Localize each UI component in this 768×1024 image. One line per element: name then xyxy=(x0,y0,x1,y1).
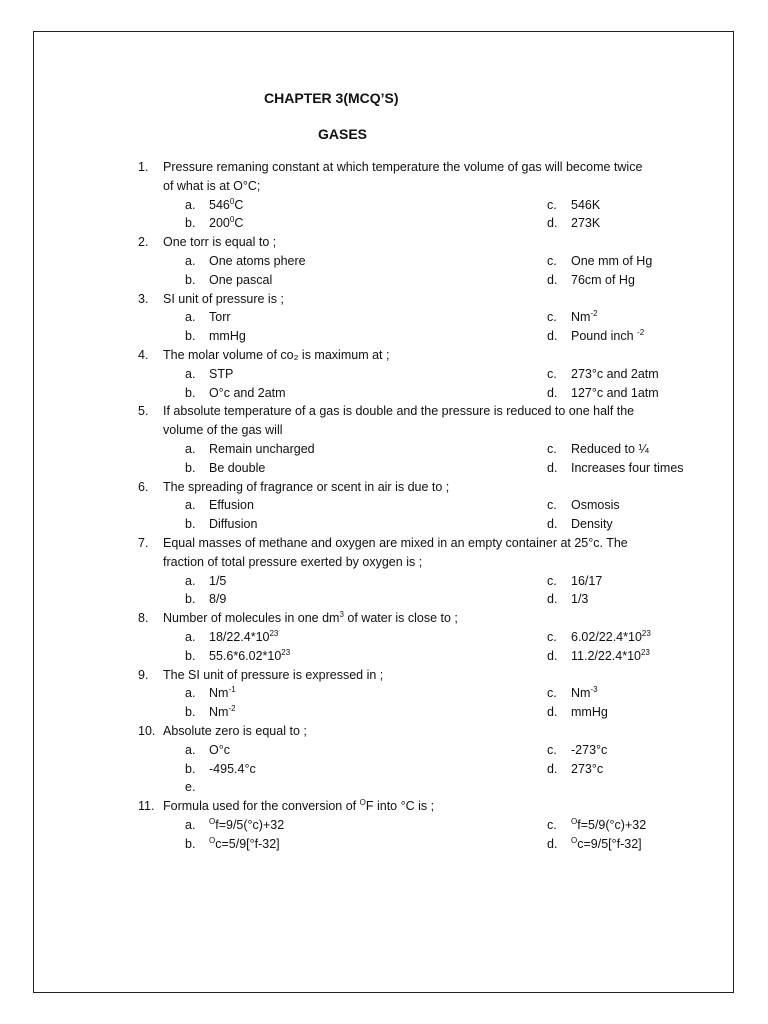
answer-option xyxy=(547,327,644,346)
question-text-continued: fraction of total pressure exerted by oxygen is ; xyxy=(163,554,423,569)
section-title: GASES xyxy=(318,126,368,142)
answer-option xyxy=(547,196,600,215)
question-line xyxy=(138,797,698,816)
option-letter: d. xyxy=(547,460,558,475)
option-text: $^O$f=5/9(°c)+32 xyxy=(571,816,647,832)
option-text: $55.6*6.02*10^{23}$ xyxy=(209,647,291,663)
question-number: 4. xyxy=(138,347,149,362)
question xyxy=(138,233,698,289)
option-letter: a. xyxy=(185,686,196,701)
question-number: 7. xyxy=(138,535,149,550)
question-line xyxy=(138,609,698,628)
answer-option xyxy=(138,684,547,703)
question xyxy=(138,666,698,722)
question-number: 6. xyxy=(138,479,149,494)
answer-option xyxy=(547,308,598,327)
option-text: Increases four times xyxy=(571,460,684,475)
superscript: 23 xyxy=(269,628,279,638)
option-text: 273°c and 2atm xyxy=(571,366,659,381)
answer-option xyxy=(547,214,600,233)
question-line xyxy=(138,233,698,252)
answer-option xyxy=(547,647,650,666)
option-text: $^O$c=9/5[°f-32] xyxy=(571,835,642,851)
options-row xyxy=(138,590,698,609)
answer-option xyxy=(138,252,547,271)
option-text: 1/5 xyxy=(209,573,227,588)
option-text: 1/3 xyxy=(571,592,589,607)
question-line xyxy=(138,666,698,685)
superscript: 0 xyxy=(229,215,235,225)
option-text: One pascal xyxy=(209,272,273,287)
options-row xyxy=(138,647,698,666)
options-row xyxy=(138,684,698,703)
question-text: Equal masses of methane and oxygen are mixed in an empty container at 25°c. The xyxy=(163,535,628,550)
options-row xyxy=(138,384,698,403)
answer-option xyxy=(138,590,547,609)
superscript: O xyxy=(209,835,216,845)
option-letter: d. xyxy=(547,836,558,851)
answer-option xyxy=(547,703,608,722)
option-letter: d. xyxy=(547,517,558,532)
answer-option xyxy=(138,365,547,384)
option-text: $Nm^{-2}$ xyxy=(209,704,236,720)
question-number: 11. xyxy=(138,799,155,814)
question-line xyxy=(138,478,698,497)
option-letter: c. xyxy=(547,686,557,701)
answer-option xyxy=(138,778,547,797)
option-text: $18/22.4*10^{23}$ xyxy=(209,628,279,644)
option-letter: d. xyxy=(547,385,558,400)
options-row xyxy=(138,515,698,534)
options-row xyxy=(138,327,698,346)
answer-option xyxy=(138,628,547,647)
answer-option xyxy=(547,252,652,271)
answer-option xyxy=(138,384,547,403)
option-text: $Nm^{-3}$ xyxy=(571,685,598,701)
options-row xyxy=(138,778,698,797)
answer-option xyxy=(138,496,547,515)
superscript: O xyxy=(571,816,578,826)
answer-option xyxy=(547,572,602,591)
option-letter: b. xyxy=(185,272,196,287)
question-text: One torr is equal to ; xyxy=(163,235,277,250)
question-text-continued: volume of the gas will xyxy=(163,423,283,438)
answer-option xyxy=(138,459,547,478)
superscript: 3 xyxy=(339,610,344,620)
option-letter: d. xyxy=(547,216,558,231)
option-letter: c. xyxy=(547,366,557,381)
options-row xyxy=(138,440,698,459)
option-text: O°c xyxy=(209,742,230,757)
chapter-title: CHAPTER 3(MCQ’S) xyxy=(264,90,399,106)
superscript: -2 xyxy=(590,309,598,319)
option-text: $6.02/22.4*10^{23}$ xyxy=(571,628,651,644)
answer-option xyxy=(138,647,547,666)
option-letter: c. xyxy=(547,310,557,325)
options-row xyxy=(138,835,698,854)
answer-option xyxy=(547,365,659,384)
option-letter: b. xyxy=(185,460,196,475)
question-text: SI unit of pressure is ; xyxy=(163,291,284,306)
option-letter: b. xyxy=(185,836,196,851)
question-list xyxy=(138,158,698,853)
superscript: 23 xyxy=(281,647,291,657)
question-text: The spreading of fragrance or scent in air is due to ; xyxy=(163,479,450,494)
answer-option xyxy=(138,196,547,215)
option-text: 127°c and 1atm xyxy=(571,385,659,400)
superscript: O xyxy=(209,816,216,826)
option-letter: b. xyxy=(185,592,196,607)
question-line xyxy=(138,290,698,309)
option-letter: c. xyxy=(547,498,557,513)
options-row xyxy=(138,214,698,233)
option-letter: d. xyxy=(547,761,558,776)
option-letter: a. xyxy=(185,197,196,212)
option-letter: c. xyxy=(547,441,557,456)
question xyxy=(138,402,698,477)
option-text: 273K xyxy=(571,216,601,231)
answer-option xyxy=(547,835,642,854)
question-number: 5. xyxy=(138,404,149,419)
question-text-continued: of what is at O°C; xyxy=(163,178,261,193)
answer-option xyxy=(547,496,620,515)
answer-option xyxy=(138,308,547,327)
option-letter: a. xyxy=(185,573,196,588)
answer-option xyxy=(138,835,547,854)
question-number: 9. xyxy=(138,667,149,682)
superscript: -2 xyxy=(228,704,236,714)
option-text: One atoms phere xyxy=(209,253,306,268)
options-row xyxy=(138,196,698,215)
option-letter: a. xyxy=(185,310,196,325)
option-letter: a. xyxy=(185,253,196,268)
option-letter: a. xyxy=(185,441,196,456)
superscript: 0 xyxy=(229,196,235,206)
superscript: -1 xyxy=(228,685,236,695)
option-letter: a. xyxy=(185,498,196,513)
answer-option xyxy=(547,741,607,760)
question xyxy=(138,797,698,853)
option-text: Effusion xyxy=(209,498,254,513)
option-text: -495.4°c xyxy=(209,761,256,776)
question-line xyxy=(138,346,698,365)
options-row xyxy=(138,816,698,835)
option-text: One mm of Hg xyxy=(571,253,653,268)
option-letter: b. xyxy=(185,517,196,532)
answer-option xyxy=(138,760,547,779)
options-row xyxy=(138,271,698,290)
option-text: Remain uncharged xyxy=(209,441,315,456)
question-text: Pressure remaning constant at which temperature the volume of gas will become twice xyxy=(163,160,643,174)
superscript: 23 xyxy=(641,628,651,638)
option-letter: c. xyxy=(547,197,557,212)
answer-option xyxy=(138,327,547,346)
option-text: 273°c xyxy=(571,761,604,776)
superscript: -2 xyxy=(637,328,645,338)
options-row xyxy=(138,365,698,384)
question-text: The molar volume of co₂ is maximum at ; xyxy=(163,347,390,362)
answer-option xyxy=(138,741,547,760)
answer-option xyxy=(547,271,635,290)
answer-option xyxy=(547,628,651,647)
option-text: Torr xyxy=(209,310,231,325)
option-text: $546^0C$ xyxy=(209,196,244,212)
option-text: Density xyxy=(571,517,613,532)
options-row xyxy=(138,572,698,591)
option-letter: b. xyxy=(185,329,196,344)
option-letter: a. xyxy=(185,629,196,644)
option-letter: d. xyxy=(547,705,558,720)
answer-option xyxy=(138,703,547,722)
question-number: 8. xyxy=(138,611,149,626)
option-letter: d. xyxy=(547,648,558,663)
option-text: Pound inch $^{-2}$ xyxy=(571,328,645,344)
question xyxy=(138,478,698,534)
option-text: O°c and 2atm xyxy=(209,385,286,400)
option-letter: d. xyxy=(547,272,558,287)
superscript: -3 xyxy=(590,685,598,695)
answer-option xyxy=(138,816,547,835)
question xyxy=(138,346,698,402)
option-letter: b. xyxy=(185,761,196,776)
option-text: STP xyxy=(209,366,234,381)
option-letter: b. xyxy=(185,648,196,663)
option-letter: b. xyxy=(185,216,196,231)
option-letter: c. xyxy=(547,253,557,268)
options-row xyxy=(138,741,698,760)
option-text: Reduced to ¼ xyxy=(571,441,649,456)
question-number: 10. xyxy=(138,723,156,738)
question-line xyxy=(138,722,698,741)
answer-option xyxy=(547,384,659,403)
option-letter: e. xyxy=(185,780,196,795)
option-text: $Nm^{-2}$ xyxy=(571,309,598,325)
option-letter: c. xyxy=(547,573,557,588)
option-text: $Nm^{-1}$ xyxy=(209,685,236,701)
answer-option xyxy=(547,515,613,534)
answer-option xyxy=(547,459,684,478)
answer-option xyxy=(547,684,598,703)
superscript: 23 xyxy=(640,647,650,657)
answer-option xyxy=(138,271,547,290)
answer-option xyxy=(138,572,547,591)
option-letter: a. xyxy=(185,366,196,381)
option-text: Osmosis xyxy=(571,498,620,513)
options-row xyxy=(138,703,698,722)
option-letter: d. xyxy=(547,592,558,607)
option-text: Be double xyxy=(209,460,266,475)
option-text: mmHg xyxy=(571,705,608,720)
answer-option xyxy=(547,816,646,835)
option-letter: a. xyxy=(185,817,196,832)
options-row xyxy=(138,308,698,327)
options-row xyxy=(138,628,698,647)
answer-option xyxy=(138,440,547,459)
question-text: If absolute temperature of a gas is double and the pressure is reduced to one half the xyxy=(163,404,635,419)
question-number: 1. xyxy=(138,160,149,174)
question-line xyxy=(138,158,698,177)
option-text: 76cm of Hg xyxy=(571,272,635,287)
superscript: O xyxy=(359,798,366,808)
question-number: 2. xyxy=(138,235,149,250)
question-text: Absolute zero is equal to ; xyxy=(163,723,307,738)
question-text: The SI unit of pressure is expressed in ; xyxy=(163,667,384,682)
answer-option xyxy=(547,440,649,459)
option-text: 546K xyxy=(571,197,601,212)
answer-option xyxy=(138,214,547,233)
option-letter: c. xyxy=(547,742,557,757)
question-line xyxy=(138,534,698,553)
question xyxy=(138,158,698,233)
option-letter: b. xyxy=(185,705,196,720)
options-row xyxy=(138,459,698,478)
question-text: Formula used for the conversion of $^O$F into °C is ; xyxy=(163,798,435,814)
question-text: Number of molecules in one $dm^3$ of water is close to ; xyxy=(163,610,458,626)
option-text: Diffusion xyxy=(209,517,258,532)
option-letter: c. xyxy=(547,629,557,644)
option-text: mmHg xyxy=(209,329,246,344)
option-letter: d. xyxy=(547,329,558,344)
options-row xyxy=(138,760,698,779)
question-number: 3. xyxy=(138,291,149,306)
question xyxy=(138,290,698,346)
answer-option xyxy=(547,590,588,609)
option-text: -273°c xyxy=(571,742,608,757)
option-text: 16/17 xyxy=(571,573,603,588)
question xyxy=(138,534,698,609)
question xyxy=(138,609,698,665)
option-letter: a. xyxy=(185,742,196,757)
option-text: $^O$f=9/5(°c)+32 xyxy=(209,816,285,832)
answer-option xyxy=(547,760,603,779)
option-letter: b. xyxy=(185,385,196,400)
option-text: $200^0C$ xyxy=(209,215,244,231)
option-text: $^O$c=5/9[°f-32] xyxy=(209,835,280,851)
answer-option xyxy=(138,515,547,534)
question-line xyxy=(138,402,698,421)
options-row xyxy=(138,496,698,515)
option-text: $11.2/22.4*10^{23}$ xyxy=(571,647,650,663)
superscript: O xyxy=(571,835,578,845)
option-letter: c. xyxy=(547,817,557,832)
question xyxy=(138,722,698,797)
options-row xyxy=(138,252,698,271)
option-text: 8/9 xyxy=(209,592,227,607)
